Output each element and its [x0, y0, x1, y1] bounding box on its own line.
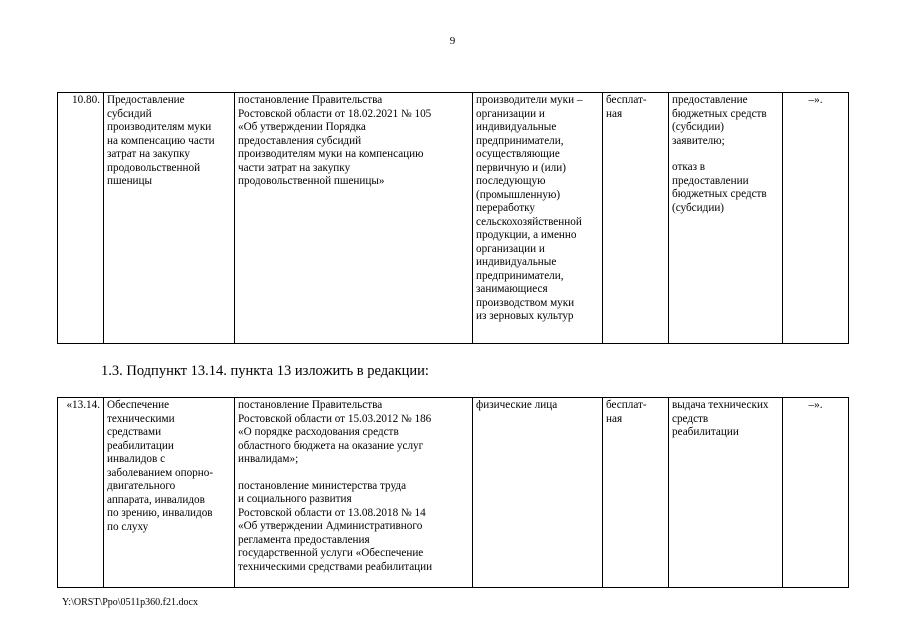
text-line: средствами	[107, 426, 162, 438]
closing-mark: –».	[783, 398, 849, 588]
service-name	[104, 93, 235, 344]
recipients	[473, 398, 603, 588]
text-line: переработку	[476, 202, 535, 214]
recipients	[473, 93, 603, 344]
text-line: субсидий	[107, 107, 152, 120]
text-line: производители муки –	[476, 94, 583, 106]
text-line: продовольственной	[107, 161, 201, 174]
section-heading: 1.3. Подпункт 13.14. пункта 13 изложить в редакции:	[101, 363, 429, 379]
text-line: инвалидам»;	[238, 453, 299, 465]
text-line: регламента предоставления	[238, 533, 370, 546]
text-line: двигательного	[107, 480, 176, 492]
text-line: физические лица	[476, 399, 558, 411]
service-name	[104, 398, 235, 588]
fee	[603, 398, 669, 588]
text-line: заявителю;	[672, 134, 725, 147]
text-line: затрат на закупку	[107, 148, 190, 160]
text-line: «Об утверждении Административного	[238, 520, 423, 532]
text-line: части затрат на закупку	[238, 161, 351, 174]
text-line: осуществляющие	[476, 148, 560, 160]
text-line: бесплат-	[606, 399, 647, 411]
result-grant	[672, 94, 779, 148]
text-line: по зрению, инвалидов	[107, 507, 213, 519]
legal-basis	[235, 93, 473, 344]
fee	[603, 93, 669, 344]
text-line: (субсидии)	[672, 201, 725, 214]
text-line: по слуху	[107, 520, 149, 533]
text-line: (субсидии)	[672, 121, 725, 133]
text-line: Ростовской области от 13.08.2018 № 14	[238, 506, 426, 519]
text-line: реабилитации	[107, 439, 174, 452]
text-line: «О порядке расходования средств	[238, 426, 399, 438]
text-line: на компенсацию части	[107, 134, 215, 147]
services-table-2	[57, 397, 849, 588]
text-line: первичную и (или)	[476, 161, 566, 174]
text-line: производителям муки на компенсацию	[238, 148, 424, 160]
item-number: «13.14.	[58, 398, 104, 588]
text-line: сельскохозяйственной	[476, 215, 582, 228]
text-line: индивидуальные	[476, 121, 557, 133]
text-line: техническими средствами реабилитации	[238, 560, 433, 573]
text-line: средств	[672, 412, 709, 425]
text-line: ная	[606, 412, 623, 425]
text-line: бесплат-	[606, 94, 647, 106]
services-table-1	[57, 92, 849, 344]
text-line: (промышленную)	[476, 188, 561, 201]
text-line: техническими	[107, 412, 175, 425]
text-line: заболеванием опорно-	[107, 466, 214, 479]
file-path-footer: Y:\ORST\Ppo\0511p360.f21.docx	[62, 597, 198, 608]
closing-mark: –».	[783, 93, 849, 344]
table-row	[58, 398, 849, 588]
text-line: ная	[606, 107, 623, 120]
text-line: выдача технических	[672, 399, 769, 411]
text-line: занимающиеся	[476, 283, 548, 295]
text-line: продовольственной пшеницы»	[238, 175, 385, 187]
text-line: предоставление	[672, 94, 748, 106]
text-line: из зерновых культур	[476, 310, 574, 322]
text-line: Предоставление	[107, 94, 185, 106]
text-line: организации и	[476, 242, 545, 255]
text-line: «Об утверждении Порядка	[238, 121, 366, 133]
text-line: постановление Правительства	[238, 399, 383, 411]
text-line: постановление министерства труда	[238, 479, 407, 492]
text-line: постановление Правительства	[238, 94, 383, 106]
item-number: 10.80.	[58, 93, 104, 344]
text-line: предоставления субсидий	[238, 134, 362, 147]
result	[669, 93, 783, 344]
text-line: государственной услуги «Обеспечение	[238, 547, 424, 559]
legal-basis-ministry	[238, 480, 469, 575]
page-number: 9	[449, 35, 456, 47]
legal-basis	[235, 398, 473, 588]
text-line: реабилитации	[672, 426, 739, 438]
text-line: аппарата, инвалидов	[107, 493, 205, 506]
text-line: бюджетных средств	[672, 107, 767, 120]
text-line: пшеницы	[107, 175, 153, 187]
text-line: Ростовской области от 15.03.2012 № 186	[238, 412, 432, 425]
text-line: продукции, а именно	[476, 229, 577, 241]
text-line: производителям муки	[107, 121, 212, 133]
legal-basis-government	[238, 399, 469, 467]
text-line: Обеспечение	[107, 399, 170, 411]
text-line: инвалидов с	[107, 453, 166, 465]
text-line: областного бюджета на оказание услуг	[238, 439, 424, 452]
text-line: производством муки	[476, 296, 575, 309]
text-line: бюджетных средств	[672, 188, 767, 200]
table-row	[58, 93, 849, 344]
text-line: организации и	[476, 107, 545, 120]
text-line: предоставлении	[672, 174, 749, 187]
text-line: и социального развития	[238, 493, 352, 505]
text-line: индивидуальные	[476, 256, 557, 268]
result	[669, 398, 783, 588]
text-line: предприниматели,	[476, 269, 564, 282]
text-line: Ростовской области от 18.02.2021 № 105	[238, 107, 432, 120]
result-refusal	[672, 161, 779, 215]
text-line: отказ в	[672, 161, 706, 173]
text-line: последующую	[476, 175, 546, 187]
text-line: предприниматели,	[476, 134, 564, 147]
